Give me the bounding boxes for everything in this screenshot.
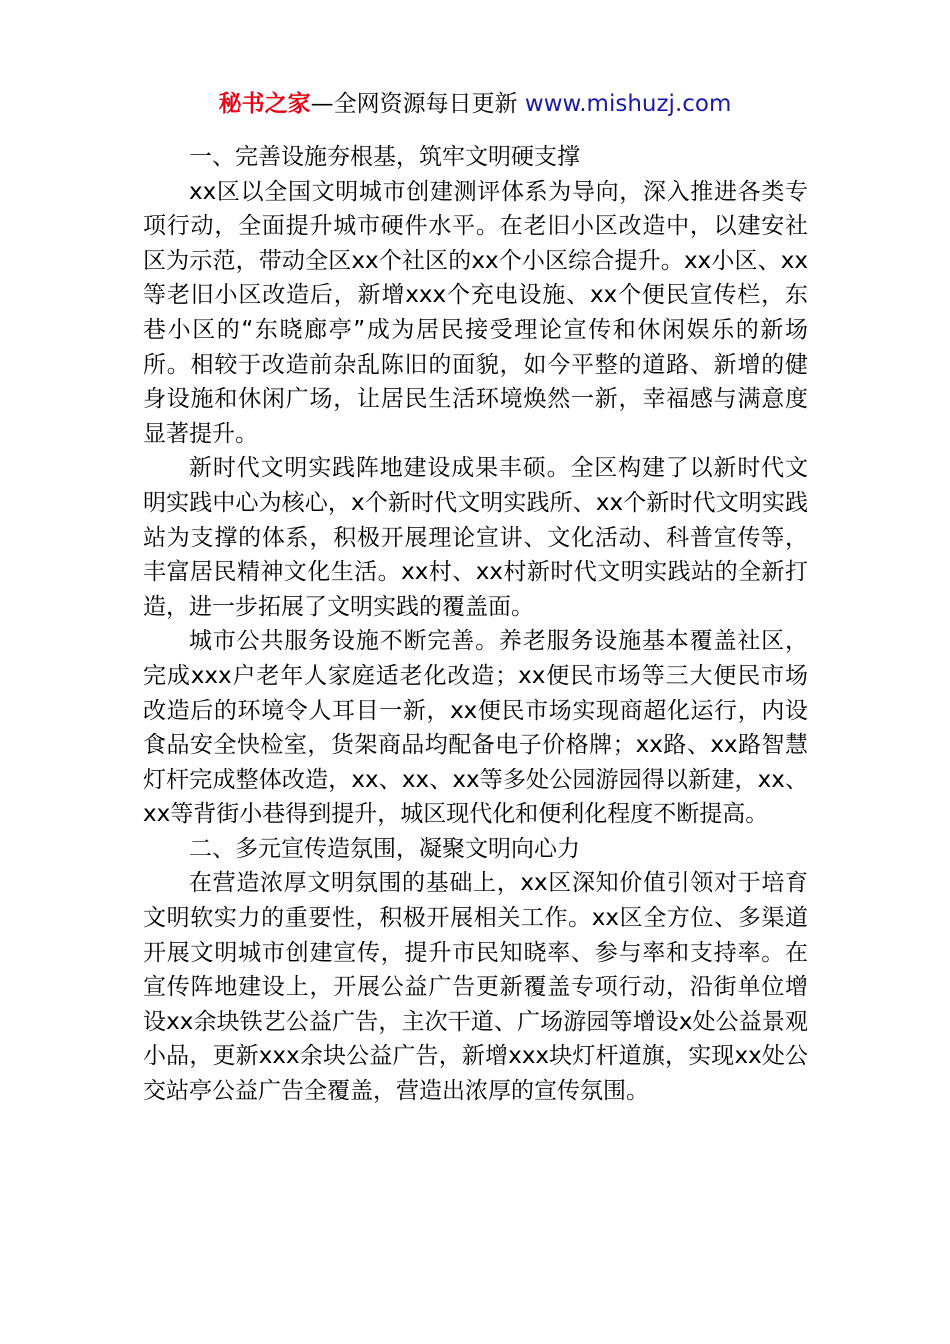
paragraph-3: 城市公共服务设施不断完善。养老服务设施基本覆盖社区，完成xxx户老年人家庭适老化改造；xx便民市场等三大便民市场改造后的环境令人耳目一新，xx便民市场实现商超化运行，内设食品安全快检室，货架商品均配备电子价格牌；xx路、xx路智慧灯杆完成整体改造，xx、xx、xx等多处公园游园得以新建，xx、xx等背街小巷得到提升，城区现代化和便利化程度不断提高。: [143, 628, 808, 828]
paragraph-4: 在营造浓厚文明氛围的基础上，xx区深知价值引领对于培育文明软实力的重要性，积极开展相关工作。xx区全方位、多渠道开展文明城市创建宣传，提升市民知晓率、参与率和支持率。在宣传阵地建设上，开展公益广告更新覆盖专项行动，沿街单位增设xx余块铁艺公益广告，主次干道、广场游园等增设x处公益景观小品，更新xxx余块公益广告，新增xxx块灯杆道旗，实现xx处公交站亭公益广告全覆盖，营造出浓厚的宣传氛围。: [143, 870, 808, 1105]
paragraph-1: xx区以全国文明城市创建测评体系为导向，深入推进各类专项行动，全面提升城市硬件水平。在老旧小区改造中，以建安社区为示范，带动全区xx个社区的xx个小区综合提升。xx小区、xx等老旧小区改造后，新增xxx个充电设施、xx个便民宣传栏，东巷小区的“东晓廊亭”成为居民接受理论宣传和休闲娱乐的新场所。相较于改造前杂乱陈旧的面貌，如今平整的道路、新增的健身设施和休闲广场，让居民生活环境焕然一新，幸福感与满意度显著提升。: [143, 178, 808, 447]
header-dash: —: [310, 91, 334, 117]
header-slogan: 全网资源每日更新: [333, 91, 518, 117]
paragraph-2: 新时代文明实践阵地建设成果丰硕。全区构建了以新时代文明实践中心为核心，x个新时代文明实践所、xx个新时代文明实践站为支撑的体系，积极开展理论宣讲、文化活动、科普宣传等，丰富居民精神文化生活。xx村、xx村新时代文明实践站的全新打造，进一步拓展了文明实践的覆盖面。: [143, 455, 808, 620]
site-header: [0, 86, 950, 122]
section-heading-2: 二、多元宣传造氛围，凝聚文明向心力: [189, 835, 580, 862]
site-url-link[interactable]: www.mishuzj.com: [524, 91, 732, 117]
document-body: [143, 140, 808, 1109]
section-heading-1: 一、完善设施夯根基，筑牢文明硬支撑: [189, 144, 580, 170]
brand-name: 秘书之家: [218, 91, 311, 117]
